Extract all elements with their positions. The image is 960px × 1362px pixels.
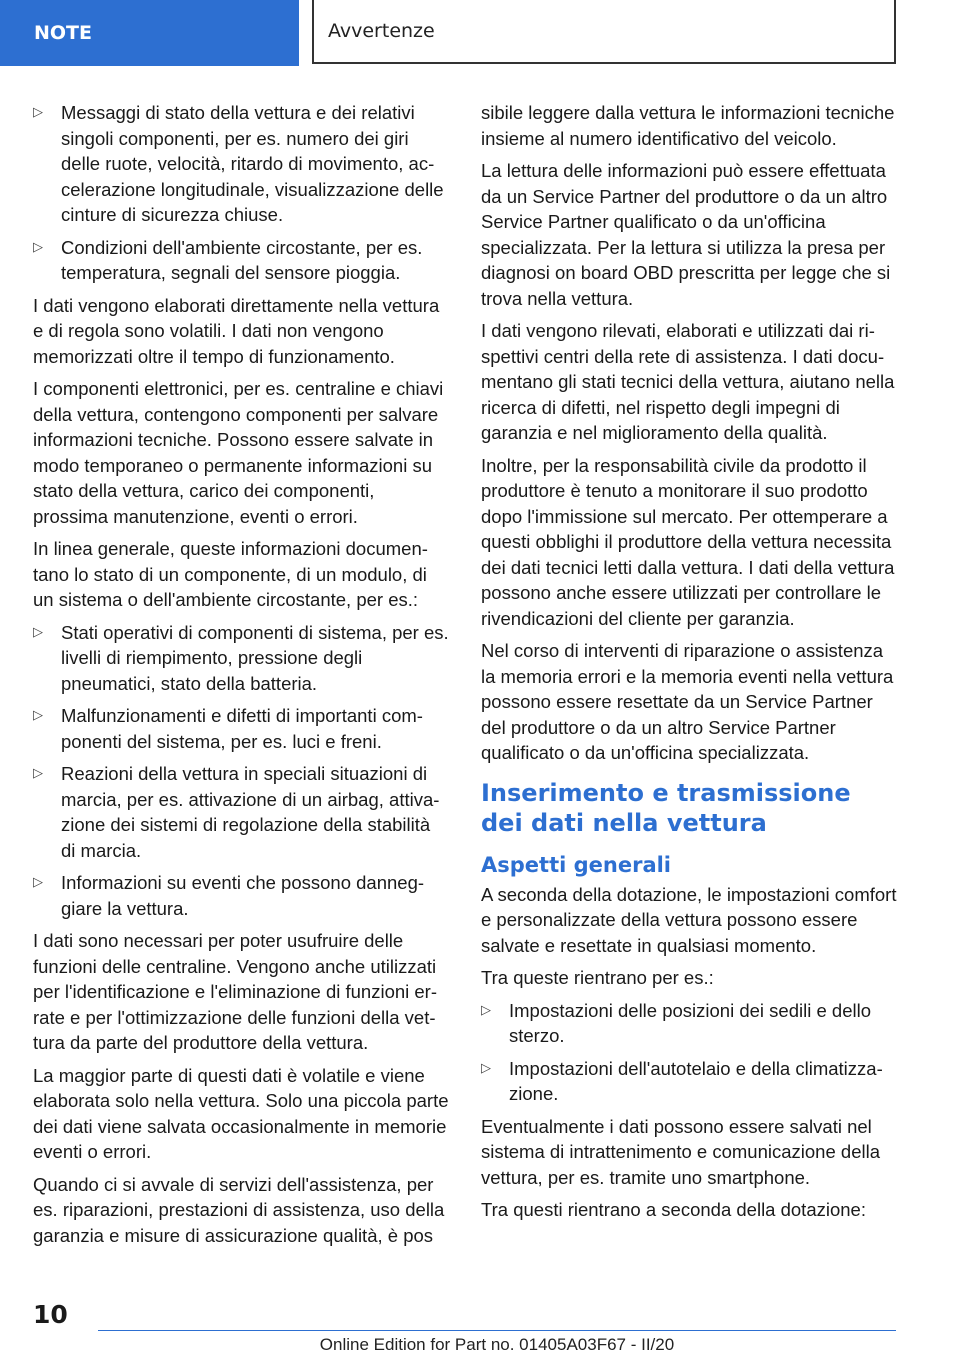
- list-item: ▷ Impostazioni delle posizioni dei sedili e dello sterzo.: [481, 999, 871, 1046]
- paragraph: Nel corso di interventi di riparazione o assistenza la memoria errori e la memoria eventi nella vettura possono essere resettate da un Service Partner del produttore o da un altro Service Partner qualificato o da un'officina specializzata.: [481, 640, 894, 763]
- list-item: ▷ Malfunzionamenti e difetti di importanti componenti del sistema, per es. luci e freni.: [33, 705, 423, 752]
- paragraph: Inoltre, per la responsabilità civile da prodotto il produttore è tenuto a monitorare il suo prodotto dopo l'immissione sul mercato. Per ottemperare a questi obblighi il produttore della vettura necessita dei dati tecnici letti dalla vettura. I dati della vettura possono anche essere utilizzati per controllare le rivendicazioni del cliente per garanzia.: [481, 454, 895, 629]
- triangle-bullet-icon: ▷: [33, 766, 43, 781]
- bullet-list: [33, 620, 449, 922]
- list-item: ▷ Impostazioni dell'autotelaio e della climatizzazione.: [481, 1057, 883, 1104]
- bullet-list: [33, 100, 449, 286]
- paragraph: In linea generale, queste informazioni documentano lo stato di un componente, di un modulo, di un sistema o dell'ambiente circostante, per es.:: [33, 538, 428, 610]
- triangle-bullet-icon: ▷: [481, 1060, 491, 1076]
- left-column: [33, 100, 449, 1255]
- paragraph: I dati sono necessari per poter usufruire delle funzioni delle centraline. Vengono anche utilizzati per l'identificazione e l'eliminazione di funzioni errate e per l'ottimizzazione delle funzioni della vettura da parte del produttore della vettura.: [33, 930, 438, 1053]
- section-tab: [312, 0, 896, 64]
- section-label: Avvertenze: [328, 20, 435, 42]
- paragraph: sibile leggere dalla vettura le informazioni tecniche insieme al numero identificativo del veicolo.: [481, 102, 895, 149]
- chapter-label: NOTE: [34, 22, 92, 44]
- paragraph: Tra queste rientrano per es.:: [481, 967, 714, 988]
- right-column: [481, 100, 897, 1230]
- triangle-bullet-icon: ▷: [33, 875, 43, 890]
- edition-note: Online Edition for Part no. 01405A03F67 - II/20: [319, 1335, 675, 1354]
- paragraph: I dati vengono elaborati direttamente nella vettura e di regola sono volatili. I dati non vengono memorizzati oltre il tempo di funzionamento.: [33, 294, 440, 367]
- subsection-heading: Aspetti generali: [481, 852, 672, 877]
- list-item: ▷ Reazioni della vettura in speciali situazioni di marcia, per es. attivazione di un airbag, attivazione dei sistemi di regolazione della stabilità di marcia.: [33, 763, 440, 861]
- list-item: ▷ Informazioni su eventi che possono danneggiare la vettura.: [33, 872, 425, 919]
- page-header: [0, 0, 960, 66]
- bullet-list: [481, 998, 897, 1107]
- paragraph: I dati vengono rilevati, elaborati e utilizzati dai rispettivi centri della rete di assistenza. I dati documentano gli stati tecnici della vettura, aiutano nella ricerca di difetti, nel rispetto degli impegni di garanzia e nel miglioramento della qualità.: [481, 320, 895, 443]
- triangle-bullet-icon: ▷: [33, 624, 43, 640]
- paragraph: Quando ci si avvale di servizi dell'assistenza, per es. riparazioni, prestazioni di assistenza, uso della garanzia e misure di assicurazione qualità, è pos: [33, 1173, 445, 1246]
- page-number: 10: [33, 1300, 68, 1329]
- list-item: ▷ Condizioni dell'ambiente circostante, per es. temperatura, segnali del sensore pioggia.: [33, 236, 423, 283]
- triangle-bullet-icon: ▷: [481, 1002, 491, 1018]
- paragraph: Tra questi rientrano a seconda della dotazione:: [481, 1199, 866, 1220]
- list-item: ▷ Messaggi di stato della vettura e dei relativi singoli componenti, per es. numero dei giri delle ruote, velocità, ritardo di movimento, accelerazione longitudinale, visualizzazione delle cinture di sicurezza chiuse.: [33, 102, 444, 225]
- paragraph: Eventualmente i dati possono essere salvati nel sistema di intrattenimento e comunicazione della vettura, per es. tramite uno smartphone.: [481, 1115, 880, 1188]
- triangle-bullet-icon: ▷: [33, 239, 43, 255]
- list-item: ▷ Stati operativi di componenti di sistema, per es. livelli di riempimento, pressione degli pneumatici, stato della batteria.: [33, 621, 449, 694]
- triangle-bullet-icon: ▷: [33, 708, 43, 723]
- chapter-tab: [0, 0, 299, 66]
- paragraph: La lettura delle informazioni può essere effettuata da un Service Partner del produttore o da un altro Service Partner qualificato o da un'officina specializzata. Per la lettura si utilizza la presa per diagnosi on board OBD prescritta per legge che si trova nella vettura.: [481, 160, 891, 309]
- footer-divider: [98, 1330, 896, 1331]
- paragraph: I componenti elettronici, per es. centraline e chiavi della vettura, contengono componenti per salvare informazioni tecniche. Possono essere salvate in modo temporaneo o permanente informazioni su stato della vettura, carico dei componenti, prossima manutenzione, eventi o errori.: [33, 378, 444, 527]
- triangle-bullet-icon: ▷: [33, 105, 43, 120]
- paragraph: La maggior parte di questi dati è volatile e viene elaborata solo nella vettura. Solo una piccola parte dei dati viene salvata occasionalmente in memorie eventi o errori.: [33, 1064, 449, 1162]
- section-heading: Inserimento e trasmissione dei dati nella vettura: [481, 778, 851, 837]
- paragraph: A seconda della dotazione, le impostazioni comfort e personalizzate della vettura possono essere salvate e resettate in qualsiasi momento.: [481, 883, 897, 956]
